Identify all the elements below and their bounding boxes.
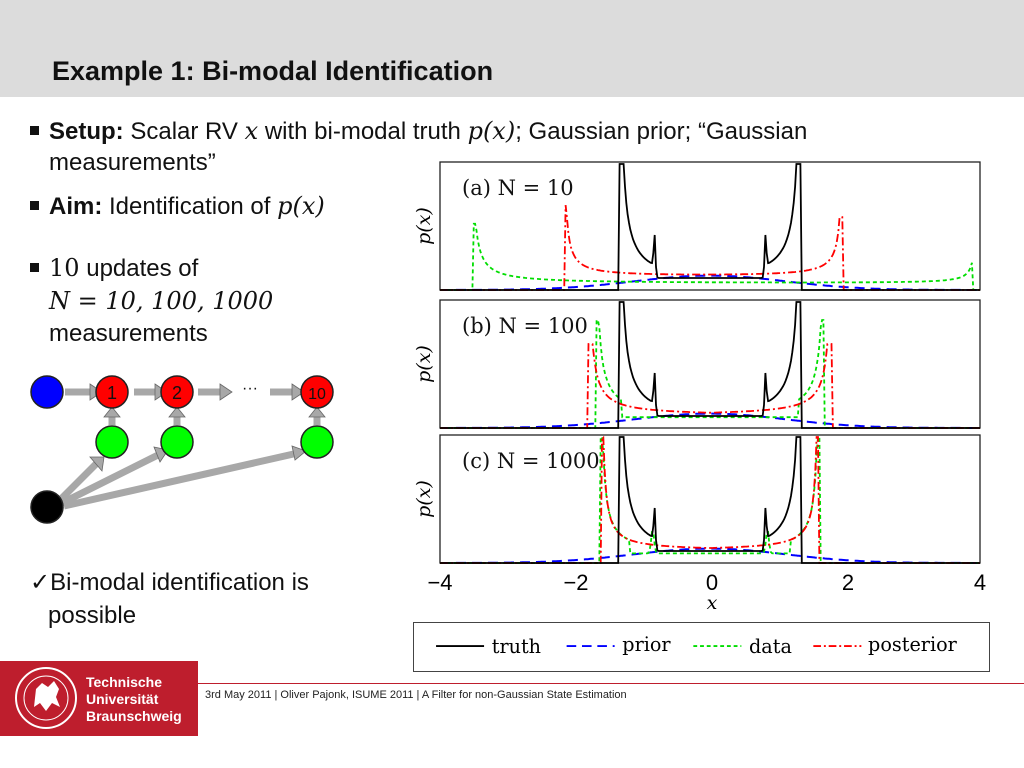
setup-text-3: ; Gaussian prior; “Gaussian: [515, 118, 808, 145]
y-axis-label: p(x): [413, 345, 435, 383]
updates-num: 10: [49, 254, 80, 282]
setup-text-1: Scalar RV: [123, 118, 245, 145]
xtick-label: 0: [705, 570, 719, 595]
y-axis-label: p(x): [413, 480, 435, 518]
bullet-square: [30, 263, 39, 272]
aim-label: Aim:: [49, 193, 103, 220]
prior-node: [31, 376, 63, 408]
updates-text: updates of: [79, 255, 199, 282]
university-logo: [0, 661, 198, 736]
check-icon: ✓: [30, 569, 51, 596]
node-1-label: 1: [106, 383, 118, 403]
setup-text-2: with bi-modal truth: [258, 118, 468, 145]
setup-label: Setup:: [49, 118, 124, 145]
plot-legend: [413, 622, 990, 672]
node-10-label: 10: [308, 386, 326, 403]
panel-label: (b) N = 100: [462, 314, 588, 338]
logo-text: [86, 674, 182, 725]
aim-bullet: [30, 190, 325, 223]
measurement-node-1: [96, 426, 128, 458]
footer-rule: [198, 683, 1024, 684]
node-2-label: 2: [171, 383, 183, 403]
aim-px: p(x): [277, 192, 325, 220]
setup-line2: measurements”: [49, 149, 216, 176]
setup-px: p(x): [467, 117, 516, 145]
logo-line1: Technische: [86, 674, 162, 690]
setup-var: x: [244, 117, 259, 145]
updates-bullet: [30, 252, 198, 285]
y-axis-label: p(x): [413, 207, 435, 245]
measurement-node-2: [161, 426, 193, 458]
footer-text: 3rd May 2011 | Oliver Pajonk, ISUME 2011 | A Filter for non-Gaussian State Estimation: [205, 689, 627, 701]
xtick-label: 4: [973, 570, 987, 595]
xtick-label: −4: [427, 570, 453, 595]
update-diagram: [20, 365, 380, 535]
x-axis-label: x: [706, 592, 718, 614]
xtick-label: 2: [841, 570, 855, 595]
updates-line3: measurements: [49, 320, 208, 347]
plot-panel-1: [413, 162, 980, 290]
density-plot: [408, 152, 1008, 622]
logo-line2: Universität: [86, 691, 159, 707]
conclusion: [30, 566, 309, 600]
plot-panels: [413, 162, 980, 563]
updates-eq-text: N = 10, 100, 1000: [49, 287, 274, 315]
updates-equation: [30, 285, 273, 318]
conclusion-line2: possible: [48, 602, 137, 629]
legend-data: data: [749, 634, 792, 658]
legend-prior: prior: [622, 632, 671, 656]
setup-bullet: [30, 115, 807, 148]
bullet-square: [30, 126, 39, 135]
panel-label: (c) N = 1000: [462, 449, 600, 473]
logo-line3: Braunschweig: [86, 708, 182, 724]
source-node: [31, 491, 63, 523]
bullet-square: [30, 201, 39, 210]
conclusion-line1: Bi-modal identification is: [50, 569, 309, 596]
legend-truth: truth: [491, 634, 542, 658]
xtick-label: −2: [563, 570, 589, 595]
measurement-node-10: [301, 426, 333, 458]
measurement-arrows: [112, 415, 317, 425]
legend-posterior: posterior: [868, 632, 957, 656]
aim-text: Identification of: [102, 193, 278, 220]
ellipsis-label: ···: [242, 380, 258, 397]
panel-label: (a) N = 10: [462, 176, 574, 200]
slide-title: Example 1: Bi-modal Identification: [52, 56, 494, 86]
university-seal-icon: [6, 661, 86, 736]
plot-panel-3: [413, 435, 980, 563]
plot-panel-2: [413, 300, 980, 428]
